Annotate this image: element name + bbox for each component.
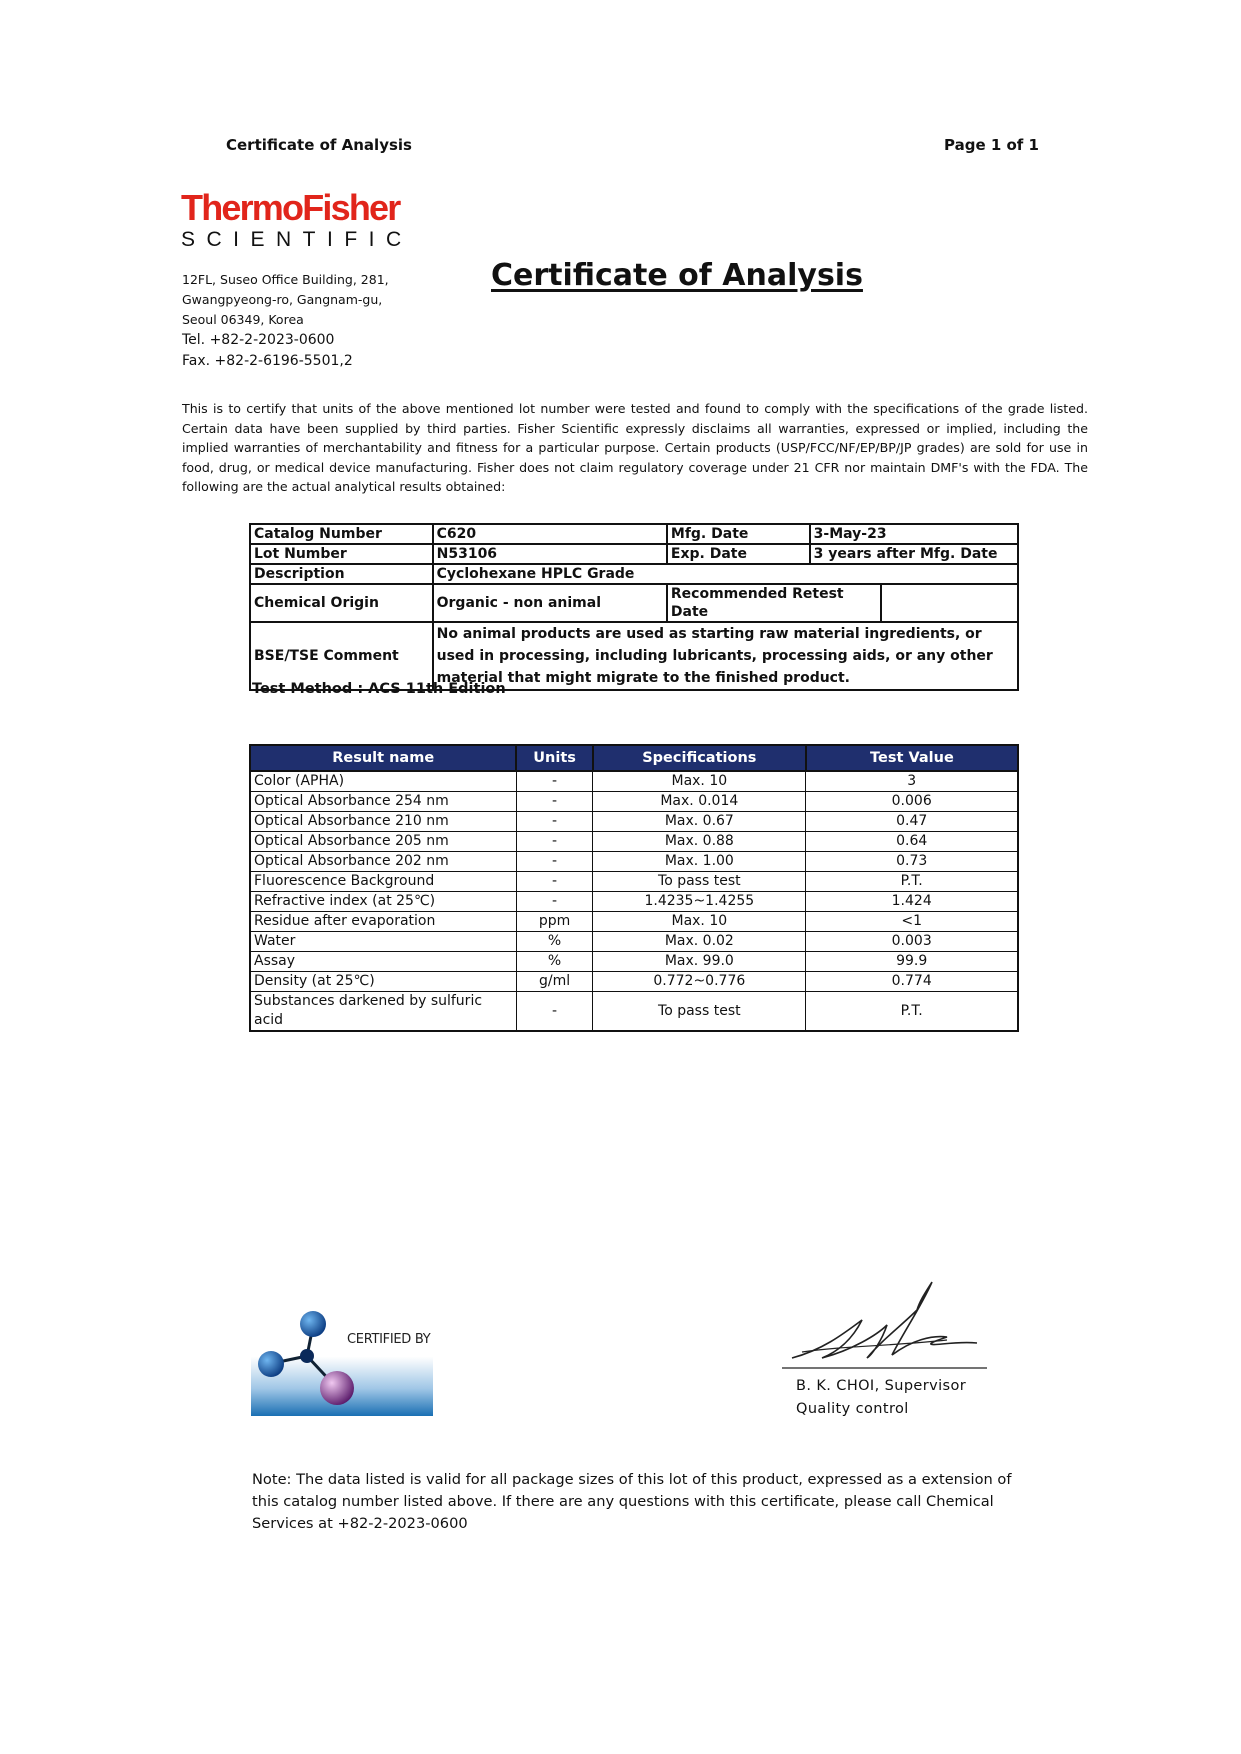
test-value-cell: 3 xyxy=(806,771,1018,792)
units-cell: - xyxy=(516,832,592,852)
info-label: BSE/TSE Comment xyxy=(250,622,433,690)
info-label: Mfg. Date xyxy=(667,524,810,544)
specification-cell: Max. 0.67 xyxy=(593,812,806,832)
footer-note: Note: The data listed is valid for all package sizes of this lot of this product, expressed as a extension of this catalog number listed above. If there are any questions with this certificate, please call Chemical Services at +82-2-2023-0600 xyxy=(252,1471,1012,1532)
result-name-cell: Water xyxy=(250,932,516,952)
test-value-cell: P.T. xyxy=(806,992,1018,1032)
units-cell: - xyxy=(516,872,592,892)
table-row xyxy=(250,932,1018,952)
certified-by-badge xyxy=(251,1308,433,1416)
info-row xyxy=(250,564,1018,584)
signatory-name: B. K. CHOI, Supervisor xyxy=(796,1378,967,1394)
info-value: C620 xyxy=(433,524,667,544)
info-row xyxy=(250,584,1018,622)
units-cell: - xyxy=(516,792,592,812)
specification-cell: To pass test xyxy=(593,992,806,1032)
product-info-table xyxy=(249,523,1019,691)
test-value-cell: 0.774 xyxy=(806,972,1018,992)
table-row xyxy=(250,972,1018,992)
page-number: Page 1 of 1 xyxy=(944,136,1039,154)
table-row xyxy=(250,852,1018,872)
result-name-cell: Fluorescence Background xyxy=(250,872,516,892)
info-label: Recommended Retest Date xyxy=(667,584,882,622)
units-cell: - xyxy=(516,771,592,792)
units-cell: - xyxy=(516,892,592,912)
info-value: N53106 xyxy=(433,544,667,564)
specification-cell: Max. 1.00 xyxy=(593,852,806,872)
table-row xyxy=(250,771,1018,792)
table-row xyxy=(250,872,1018,892)
test-value-cell: 0.73 xyxy=(806,852,1018,872)
header-doc-title: Certificate of Analysis xyxy=(226,136,412,154)
info-row xyxy=(250,544,1018,564)
result-name-cell: Density (at 25℃) xyxy=(250,972,516,992)
test-value-cell: 0.003 xyxy=(806,932,1018,952)
result-name-cell: Optical Absorbance 205 nm xyxy=(250,832,516,852)
specification-cell: Max. 0.02 xyxy=(593,932,806,952)
address-line: 12FL, Suseo Office Building, 281, xyxy=(182,272,389,287)
results-header-row xyxy=(250,745,1018,771)
info-label: Catalog Number xyxy=(250,524,433,544)
results-table xyxy=(249,744,1019,1032)
result-name-cell: Color (APHA) xyxy=(250,771,516,792)
signature-image xyxy=(782,1280,987,1370)
units-cell: - xyxy=(516,992,592,1032)
address-fax: Fax. +82-2-6196-5501,2 xyxy=(182,353,353,369)
info-value: 3 years after Mfg. Date xyxy=(810,544,1018,564)
certified-by-label: CERTIFIED BY xyxy=(347,1332,431,1347)
column-header: Result name xyxy=(250,745,516,771)
info-value: Cyclohexane HPLC Grade xyxy=(433,564,1018,584)
molecule-icon xyxy=(251,1308,433,1416)
specification-cell: 0.772~0.776 xyxy=(593,972,806,992)
units-cell: - xyxy=(516,852,592,872)
results-body xyxy=(250,771,1018,1031)
info-value: Organic - non animal xyxy=(433,584,667,622)
info-label: Description xyxy=(250,564,433,584)
table-row xyxy=(250,992,1018,1032)
test-value-cell: 0.47 xyxy=(806,812,1018,832)
info-label: Lot Number xyxy=(250,544,433,564)
column-header: Specifications xyxy=(593,745,806,771)
signatory-department: Quality control xyxy=(796,1401,909,1417)
address-line: Seoul 06349, Korea xyxy=(182,312,304,327)
result-name-cell: Optical Absorbance 254 nm xyxy=(250,792,516,812)
test-method: Test Method : ACS 11th Edition xyxy=(252,681,506,697)
table-row xyxy=(250,952,1018,972)
result-name-cell: Refractive index (at 25℃) xyxy=(250,892,516,912)
test-value-cell: 0.64 xyxy=(806,832,1018,852)
specification-cell: Max. 0.014 xyxy=(593,792,806,812)
test-value-cell: 1.424 xyxy=(806,892,1018,912)
table-row xyxy=(250,892,1018,912)
specification-cell: Max. 10 xyxy=(593,771,806,792)
intro-paragraph: This is to certify that units of the above mentioned lot number were tested and found to comply with the specifications of the grade listed. Certain data have been supplied by third parties. Fisher Scientific expressly disclaims all warranties, expressed or implied, including the implied warranties of merchantability and fitness for a particular purpose. Certain products (USP/FCC/NF/EP/BP/JP grades) are sold for use in food, drug, or medical device manufacturing. Fisher does not claim regulatory coverage under 21 CFR nor maintain DMF's with the FDA. The following are the actual analytical results obtained: xyxy=(182,401,1088,494)
page-title: Certificate of Analysis xyxy=(491,258,863,293)
result-name-cell: Assay xyxy=(250,952,516,972)
test-value-cell: 99.9 xyxy=(806,952,1018,972)
specification-cell: Max. 10 xyxy=(593,912,806,932)
column-header: Test Value xyxy=(806,745,1018,771)
test-value-cell: <1 xyxy=(806,912,1018,932)
units-cell: ppm xyxy=(516,912,592,932)
info-value xyxy=(881,584,1018,622)
company-logo xyxy=(181,187,431,252)
info-value: 3-May-23 xyxy=(810,524,1018,544)
specification-cell: Max. 0.88 xyxy=(593,832,806,852)
info-row xyxy=(250,622,1018,690)
result-name-cell: Substances darkened by sulfuric acid xyxy=(250,992,516,1032)
specification-cell: Max. 99.0 xyxy=(593,952,806,972)
info-row xyxy=(250,524,1018,544)
test-value-cell: P.T. xyxy=(806,872,1018,892)
units-cell: - xyxy=(516,812,592,832)
column-header: Units xyxy=(516,745,592,771)
result-name-cell: Residue after evaporation xyxy=(250,912,516,932)
info-label: Chemical Origin xyxy=(250,584,433,622)
logo-subtitle: SCIENTIFIC xyxy=(181,228,413,251)
address-tel: Tel. +82-2-2023-0600 xyxy=(182,332,335,348)
address-line: Gwangpyeong-ro, Gangnam-gu, xyxy=(182,292,383,307)
specification-cell: 1.4235~1.4255 xyxy=(593,892,806,912)
info-value: No animal products are used as starting raw material ingredients, or used in processing, including lubricants, processing aids, or any other material that might migrate to the finished product. xyxy=(433,622,1018,690)
table-row xyxy=(250,812,1018,832)
table-row xyxy=(250,912,1018,932)
test-value-cell: 0.006 xyxy=(806,792,1018,812)
result-name-cell: Optical Absorbance 202 nm xyxy=(250,852,516,872)
units-cell: g/ml xyxy=(516,972,592,992)
table-row xyxy=(250,832,1018,852)
units-cell: % xyxy=(516,952,592,972)
logo-wordmark: ThermoFisher xyxy=(181,187,400,228)
specification-cell: To pass test xyxy=(593,872,806,892)
result-name-cell: Optical Absorbance 210 nm xyxy=(250,812,516,832)
info-label: Exp. Date xyxy=(667,544,810,564)
table-row xyxy=(250,792,1018,812)
company-address xyxy=(182,270,389,372)
units-cell: % xyxy=(516,932,592,952)
